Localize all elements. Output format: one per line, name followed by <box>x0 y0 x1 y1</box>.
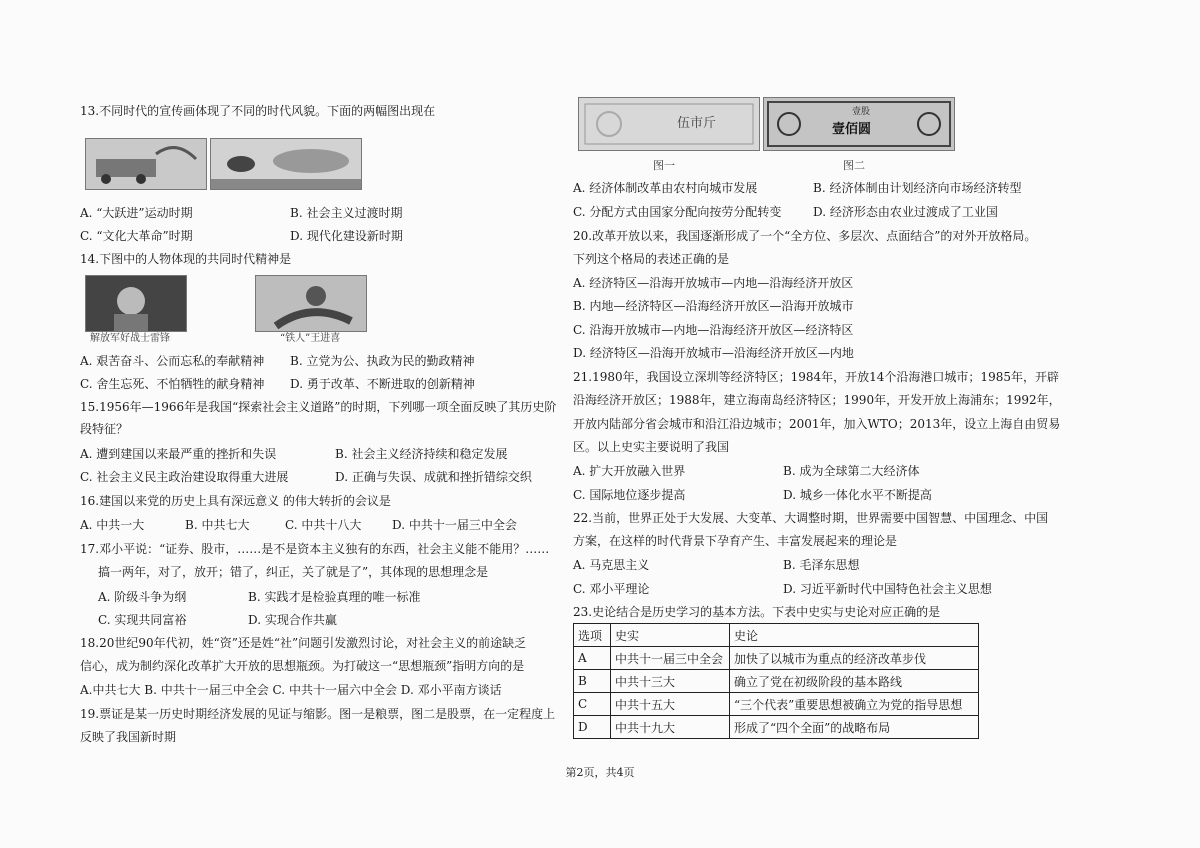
q22-stem-line2: 方案，在这样的时代背景下孕育产生、丰富发展起来的理论是 <box>573 534 898 548</box>
q23-table <box>573 623 979 739</box>
q23-row-b-fact: 中共十三大 <box>611 670 730 693</box>
q19-caption-2: 图二 <box>843 159 865 172</box>
q15-stem-line2: 段特征？ <box>80 422 129 436</box>
q23-stem: 23.史论结合是历史学习的基本方法。下表中史实与史论对应正确的是 <box>573 605 941 619</box>
q16-stem: 16.建国以来党的历史上具有深远意义 的伟大转折的会议是 <box>80 494 391 508</box>
q20-option-d[interactable]: D. 经济特区—沿海开放城市—沿海经济开放区—内地 <box>573 346 854 360</box>
q16-option-c[interactable]: C. 中共十八大 <box>285 518 362 532</box>
q19-caption-1: 图一 <box>653 159 675 172</box>
q13-option-d[interactable]: D. 现代化建设新时期 <box>290 229 403 243</box>
q13-poster-1 <box>85 138 207 190</box>
q15-option-b[interactable]: B. 社会主义经济持续和稳定发展 <box>335 447 508 461</box>
q18-stem-line1: 18.20世纪90年代初，姓“资”还是姓“社”问题引发激烈讨论，对社会主义的前途缺乏 <box>80 636 527 650</box>
q15-option-d[interactable]: D. 正确与失误、成就和挫折错综交织 <box>335 470 532 484</box>
table-row[interactable] <box>574 693 979 716</box>
table-row[interactable] <box>574 670 979 693</box>
q20-option-c[interactable]: C. 沿海开放城市—内地—沿海经济开放区—经济特区 <box>573 323 854 337</box>
q13-poster-2 <box>210 138 362 190</box>
q19-figure-1-grain-ticket <box>578 97 760 151</box>
q16-option-a[interactable]: A. 中共一大 <box>80 518 145 532</box>
q23-row-d-fact: 中共十九大 <box>611 716 730 739</box>
q21-option-a[interactable]: A. 扩大开放融入世界 <box>573 464 686 478</box>
q21-option-d[interactable]: D. 城乡一体化水平不断提高 <box>783 488 932 502</box>
q17-stem-line1: 17.邓小平说：“证券、股市，……是不是资本主义独有的东西，社会主义能不能用？…… <box>80 542 550 556</box>
q19-option-c[interactable]: C. 分配方式由国家分配向按劳分配转变 <box>573 205 782 219</box>
q14-photo-wangjinxi <box>255 275 367 332</box>
q17-option-d[interactable]: D. 实现合作共赢 <box>248 613 337 627</box>
q23-row-c-comment: “三个代表”重要思想被确立为党的指导思想 <box>730 693 979 716</box>
q22-option-c[interactable]: C. 邓小平理论 <box>573 582 650 596</box>
q14-option-c[interactable]: C. 舍生忘死、不怕牺牲的献身精神 <box>80 377 265 391</box>
q23-header-fact: 史实 <box>611 624 730 647</box>
q23-row-d-option: D <box>574 716 611 739</box>
q20-stem-line2: 下列这个格局的表述正确的是 <box>573 252 730 266</box>
q14-option-a[interactable]: A. 艰苦奋斗、公而忘私的奉献精神 <box>80 354 265 368</box>
q23-row-a-option: A <box>574 647 611 670</box>
q23-row-c-fact: 中共十五大 <box>611 693 730 716</box>
q23-row-d-comment: 形成了“四个全面”的战略布局 <box>730 716 979 739</box>
q23-header-comment: 史论 <box>730 624 979 647</box>
q21-stem-line1: 21.1980年，我国设立深圳等经济特区；1984年，开放14个沿海港口城市；1985年，开辟 <box>573 370 1059 384</box>
q19-stem-line2: 反映了我国新时期 <box>80 730 177 744</box>
q14-caption-2: “铁人”王进喜 <box>280 333 341 344</box>
q19-ticket2-label: 壹佰圆 <box>832 122 872 137</box>
q17-option-b[interactable]: B. 实践才是检验真理的唯一标准 <box>248 590 421 604</box>
q23-row-b-option: B <box>574 670 611 693</box>
q21-stem-line3: 开放内陆部分省会城市和沿江沿边城市；2001年，加入WTO；2013年，设立上海自由贸易 <box>573 417 1061 431</box>
q18-stem-line2: 信心，成为制约深化改革扩大开放的思想瓶颈。为打破这一“思想瓶颈”指明方向的是 <box>80 659 525 673</box>
q20-stem-line1: 20.改革开放以来，我国逐渐形成了一个“全方位、多层次、点面结合”的对外开放格局。 <box>573 229 1037 243</box>
q23-row-b-comment: 确立了党在初级阶段的基本路线 <box>730 670 979 693</box>
q14-option-b[interactable]: B. 立党为公、执政为民的勤政精神 <box>290 354 475 368</box>
page-footer: 第2页，共4页 <box>565 766 635 779</box>
q13-option-b[interactable]: B. 社会主义过渡时期 <box>290 206 403 220</box>
q22-option-d[interactable]: D. 习近平新时代中国特色社会主义思想 <box>783 582 992 596</box>
q18-options[interactable]: A.中共七大 B. 中共十一届三中全会 C. 中共十一届六中全会 D. 邓小平南方谈话 <box>80 683 502 697</box>
q13-option-a[interactable]: A. “大跃进”运动时期 <box>80 206 193 220</box>
q19-stem-line1: 19.票证是某一历史时期经济发展的见证与缩影。图一是粮票，图二是股票，在一定程度上 <box>80 707 556 721</box>
q13-stem: 13.不同时代的宣传画体现了不同的时代风貌。下面的两幅图出现在 <box>80 104 436 118</box>
q21-stem-line4: 区。以上史实主要说明了我国 <box>573 440 730 454</box>
q20-option-a[interactable]: A. 经济特区—沿海开放城市—内地—沿海经济开放区 <box>573 276 854 290</box>
q15-option-a[interactable]: A. 遭到建国以来最严重的挫折和失误 <box>80 447 277 461</box>
q23-row-c-option: C <box>574 693 611 716</box>
q19-option-b[interactable]: B. 经济体制由计划经济向市场经济转型 <box>813 181 1022 195</box>
q23-row-a-fact: 中共十一届三中全会 <box>611 647 730 670</box>
q21-option-b[interactable]: B. 成为全球第二大经济体 <box>783 464 920 478</box>
q13-option-c[interactable]: C. “文化大革命”时期 <box>80 229 193 243</box>
q22-option-a[interactable]: A. 马克思主义 <box>573 558 650 572</box>
q16-option-b[interactable]: B. 中共七大 <box>185 518 250 532</box>
q22-option-b[interactable]: B. 毛泽东思想 <box>783 558 860 572</box>
table-row[interactable] <box>574 647 979 670</box>
q22-stem-line1: 22.当前，世界正处于大发展、大变革、大调整时期，世界需要中国智慧、中国理念、中国 <box>573 511 1049 525</box>
table-row[interactable] <box>574 716 979 739</box>
q20-option-b[interactable]: B. 内地—经济特区—沿海经济开放区—沿海开放城市 <box>573 299 854 313</box>
q14-photo-leifeng <box>85 275 187 332</box>
q23-row-a-comment: 加快了以城市为重点的经济改革步伐 <box>730 647 979 670</box>
q15-stem-line1: 15.1956年—1966年是我国“探索社会主义道路”的时期，下列哪一项全面反映了其历史阶 <box>80 400 557 414</box>
q21-stem-line2: 沿海经济开放区；1988年，建立海南岛经济特区；1990年，开发开放上海浦东；1992年， <box>573 393 1061 407</box>
q19-ticket1-label: 伍市斤 <box>677 116 717 131</box>
q19-ticket2-top: 壹股 <box>852 107 871 117</box>
q17-stem-line2: 搞一两年，对了，放开；错了，纠正，关了就是了”，其体现的思想理念是 <box>98 565 489 579</box>
q14-option-d[interactable]: D. 勇于改革、不断进取的创新精神 <box>290 377 475 391</box>
q21-option-c[interactable]: C. 国际地位逐步提高 <box>573 488 686 502</box>
q14-caption-1: 解放军好战士雷锋 <box>90 333 170 344</box>
q23-header-row <box>574 624 979 647</box>
q17-option-c[interactable]: C. 实现共同富裕 <box>98 613 187 627</box>
q23-header-option: 选项 <box>574 624 611 647</box>
q14-stem: 14.下图中的人物体现的共同时代精神是 <box>80 252 292 266</box>
q19-option-a[interactable]: A. 经济体制改革由农村向城市发展 <box>573 181 758 195</box>
q17-option-a[interactable]: A. 阶级斗争为纲 <box>98 590 187 604</box>
q19-figure-2-stock <box>763 97 955 151</box>
q19-option-d[interactable]: D. 经济形态由农业过渡成了工业国 <box>813 205 998 219</box>
q16-option-d[interactable]: D. 中共十一届三中全会 <box>392 518 517 532</box>
q15-option-c[interactable]: C. 社会主义民主政治建设取得重大进展 <box>80 470 289 484</box>
